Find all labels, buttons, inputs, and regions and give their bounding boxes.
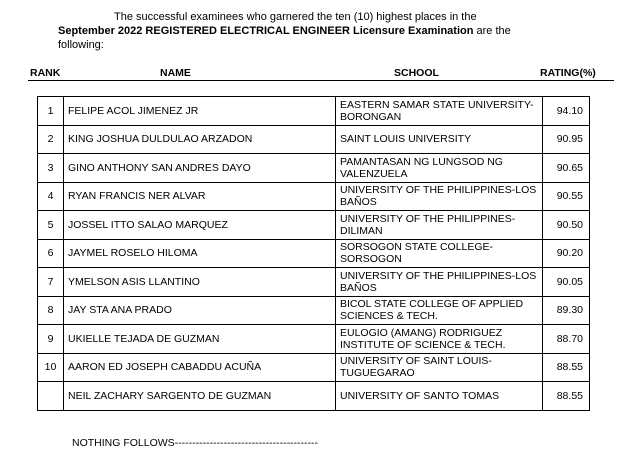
name-cell: JOSSEL ITTO SALAO MARQUEZ [64,211,336,240]
name-cell: JAYMEL ROSELO HILOMA [64,239,336,268]
school-cell: UNIVERSITY OF THE PHILIPPINES-LOS BAÑOS [336,182,543,211]
name-cell: AARON ED JOSEPH CABADDU ACUÑA [64,353,336,382]
school-cell: BICOL STATE COLLEGE OF APPLIED SCIENCES & TECH. [336,296,543,325]
rating-cell: 90.50 [543,211,590,240]
school-cell: UNIVERSITY OF SANTO TOMAS [336,382,543,411]
table-row [38,125,590,154]
rank-cell: 5 [38,211,64,240]
rating-cell: 90.55 [543,182,590,211]
rank-cell: 3 [38,154,64,183]
exam-name: September 2022 REGISTERED ELECTRICAL ENGINEER Licensure Examination [58,25,474,37]
rating-cell: 94.10 [543,97,590,126]
intro-text [58,10,618,52]
rating-cell: 90.20 [543,239,590,268]
rating-cell: 90.65 [543,154,590,183]
table-row [38,211,590,240]
name-cell: FELIPE ACOL JIMENEZ JR [64,97,336,126]
rank-cell: 6 [38,239,64,268]
name-cell: UKIELLE TEJADA DE GUZMAN [64,325,336,354]
rank-cell: 2 [38,125,64,154]
header-school: SCHOOL [394,67,439,79]
header-rating: RATING(%) [540,67,596,79]
school-cell: UNIVERSITY OF SAINT LOUIS-TUGUEGARAO [336,353,543,382]
name-cell: GINO ANTHONY SAN ANDRES DAYO [64,154,336,183]
header-name: NAME [160,67,191,79]
header-divider [28,80,614,81]
name-cell: NEIL ZACHARY SARGENTO DE GUZMAN [64,382,336,411]
table-row [38,97,590,126]
intro-line-2 [58,24,618,38]
school-cell: EASTERN SAMAR STATE UNIVERSITY-BORONGAN [336,97,543,126]
school-cell: PAMANTASAN NG LUNGSOD NG VALENZUELA [336,154,543,183]
table-row [38,268,590,297]
name-cell: JAY STA ANA PRADO [64,296,336,325]
rank-cell: 1 [38,97,64,126]
school-cell: UNIVERSITY OF THE PHILIPPINES-DILIMAN [336,211,543,240]
rank-cell: 7 [38,268,64,297]
results-body [38,97,590,411]
results-table [37,96,590,411]
intro-line-1: The successful examinees who garnered the ten (10) highest places in the [114,11,477,23]
table-row [38,353,590,382]
table-row [38,382,590,411]
school-cell: SORSOGON STATE COLLEGE-SORSOGON [336,239,543,268]
name-cell: KING JOSHUA DULDULAO ARZADON [64,125,336,154]
rating-cell: 88.55 [543,353,590,382]
intro-line-3: following: [58,39,104,51]
rank-cell: 9 [38,325,64,354]
school-cell: EULOGIO (AMANG) RODRIGUEZ INSTITUTE OF SCIENCE & TECH. [336,325,543,354]
table-row [38,154,590,183]
rating-cell: 90.95 [543,125,590,154]
rating-cell: 89.30 [543,296,590,325]
rating-cell: 88.55 [543,382,590,411]
rank-cell [38,382,64,411]
intro-line-2-tail: are the [473,25,511,37]
school-cell: UNIVERSITY OF THE PHILIPPINES-LOS BAÑOS [336,268,543,297]
header-rank: RANK [30,67,61,79]
rank-cell: 10 [38,353,64,382]
rating-cell: 88.70 [543,325,590,354]
school-cell: SAINT LOUIS UNIVERSITY [336,125,543,154]
rank-cell: 8 [38,296,64,325]
name-cell: YMELSON ASIS LLANTINO [64,268,336,297]
table-row [38,239,590,268]
name-cell: RYAN FRANCIS NER ALVAR [64,182,336,211]
rank-cell: 4 [38,182,64,211]
table-row [38,325,590,354]
nothing-follows-note: NOTHING FOLLOWS----------------------------------------- [72,437,319,449]
table-row [38,296,590,325]
rating-cell: 90.05 [543,268,590,297]
table-row [38,182,590,211]
